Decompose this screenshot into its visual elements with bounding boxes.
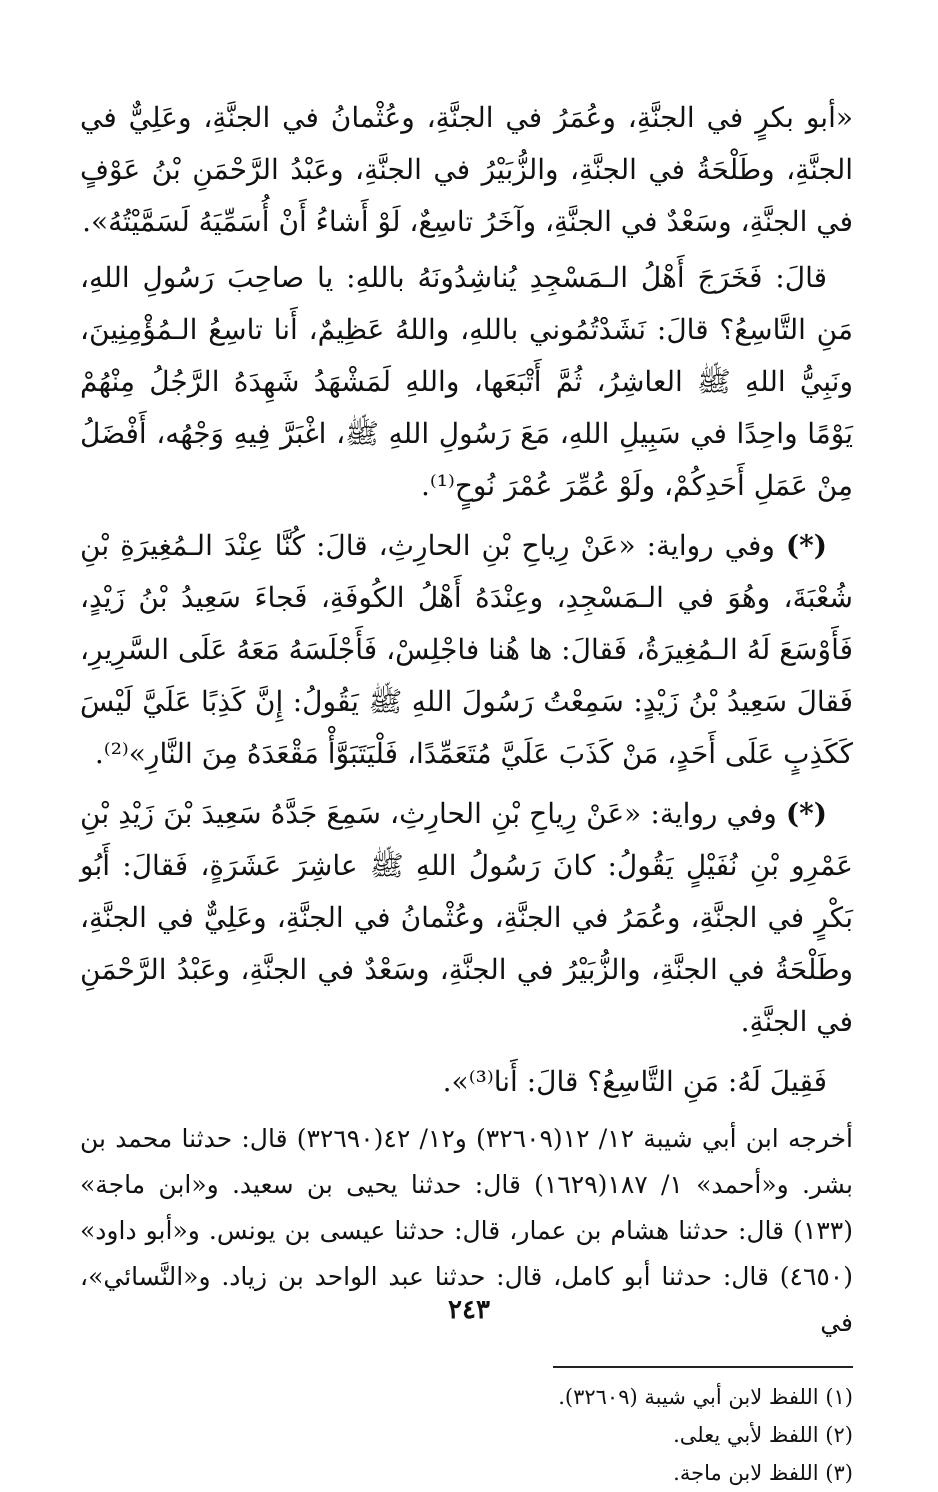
source-text: أخرجه ابن أبي شيبة ١٢/ ١٢(٣٢٦٠٩) و١٢/ ٤٢(٣٢٦٩٠) قال: حدثنا محمد بن بشر. و«أحمد» ١/ ١٨٧(١٦٢٩) قال: حدثنا يحيى بن سعيد. و«ابن ماجة» (١٣٣) قال: حدثنا هشام بن عمار، قال: حدثنا عيسى بن يونس. و«أبو داود» (٤٦٥٠) قال: حدثنا أبو كامل، قال: حدثنا عبد الواحد بن زياد. و«النَّسائي»، في	[80, 1124, 853, 1337]
footnote: (٣) اللفظ لابن ماجة.	[673, 1461, 853, 1485]
paragraph-text: وفي رواية: «عَنْ رِياحِ بْنِ الحارِثِ، سَمِعَ جَدَّهُ سَعِيدَ بْنَ زَيْدِ بْنِ عَمْرِو بْنِ نُفَيْلٍ يَقُولُ: كانَ رَسُولُ اللهِ ﷺ عاشِرَ عَشَرَةٍ، فَقالَ: أَبُو بَكْرٍ في الجنَّةِ، وعُمَرُ في الجنَّةِ، وعُثْمانُ في الجنَّةِ، وعَلِيٌّ في الجنَّةِ، وطَلْحَةُ في الجنَّةِ، والزُّبَيْرُ في الجنَّةِ، وسَعْدٌ في الجنَّةِ، وعَبْدُ الرَّحْمَنِ في الجنَّةِ.	[80, 797, 853, 1038]
footnotes	[80, 1378, 853, 1492]
paragraph-text: وفي رواية: «عَنْ رِياحِ بْنِ الحارِثِ، قالَ: كُنَّا عِنْدَ الـمُغِيرَةِ بْنِ شُعْبَةَ، وهُوَ في الـمَسْجِدِ، وعِنْدَهُ أَهْلُ الكُوفَةِ، فَجاءَ سَعِيدُ بْنُ زَيْدٍ، فَأَوْسَعَ لَهُ الـمُغِيرَةُ، فَقالَ: ها هُنا فاجْلِسْ، فَأَجْلَسَهُ مَعَهُ عَلَى السَّرِيرِ، فَقالَ سَعِيدُ بْنُ زَيْدٍ: سَمِعْتُ رَسُولَ اللهِ ﷺ يَقُولُ: إِنَّ كَذِبًا عَلَيَّ لَيْسَ كَكَذِبٍ عَلَى أَحَدٍ، مَنْ كَذَبَ عَلَيَّ مُتَعَمِّدًا، فَلْيَتَبَوَّأْ مَقْعَدَهُ مِنَ النَّارِ»⁽²⁾.	[80, 529, 853, 770]
book-page	[80, 92, 853, 1485]
page-number: ٢٤٣	[448, 1295, 490, 1325]
hadith-paragraph	[80, 92, 853, 248]
footnote: (١) اللفظ لابن أبي شيبة (٣٢٦٠٩).	[558, 1385, 853, 1409]
hadith-paragraph	[80, 252, 853, 512]
paragraph-text: «أبو بكرٍ في الجنَّةِ، وعُمَرُ في الجنَّةِ، وعُثْمانُ في الجنَّةِ، وعَلِيٌّ في الجنَّةِ، وطَلْحَةُ في الجنَّةِ، والزُّبَيْرُ في الجنَّةِ، وعَبْدُ الرَّحْمَنِ بْنُ عَوْفٍ في الجنَّةِ، وسَعْدٌ في الجنَّةِ، وآخَرُ تاسِعٌ، لَوْ أَشاءُ أَنْ أُسَمِّيَهُ لَسَمَّيْتُهُ».	[80, 101, 853, 238]
paragraph-text: قالَ: فَخَرَجَ أَهْلُ الـمَسْجِدِ يُناشِدُونَهُ باللهِ: يا صاحِبَ رَسُولِ اللهِ، مَنِ التَّاسِعُ؟ قالَ: نَشَدْتُمُوني باللهِ، واللهُ عَظِيمٌ، أَنا تاسِعُ الـمُؤْمِنِينَ، ونَبِيُّ اللهِ ﷺ العاشِرُ، ثُمَّ أَتْبَعَها، واللهِ لَمَشْهَدُ شَهِدَهُ الرَّجُلُ مِنْهُمْ يَوْمًا واحِدًا في سَبِيلِ اللهِ، مَعَ رَسُولِ اللهِ ﷺ، اغْبَرَّ فِيهِ وَجْهُه، أَفْضَلُ مِنْ عَمَلِ أَحَدِكُمْ، ولَوْ عُمِّرَ عُمْرَ نُوحٍ⁽¹⁾.	[80, 261, 853, 502]
paragraph-text: فَقِيلَ لَهُ: مَنِ التَّاسِعُ؟ قالَ: أَنا⁽³⁾».	[442, 1065, 827, 1098]
narration-marker: (*)	[785, 797, 827, 830]
narration-paragraph	[80, 788, 853, 1048]
hadith-paragraph	[80, 1056, 853, 1108]
footnote: (٢) اللفظ لأبي يعلى.	[673, 1423, 853, 1447]
footnote-divider	[553, 1366, 853, 1368]
narration-marker: (*)	[785, 529, 827, 562]
narration-paragraph	[80, 520, 853, 780]
